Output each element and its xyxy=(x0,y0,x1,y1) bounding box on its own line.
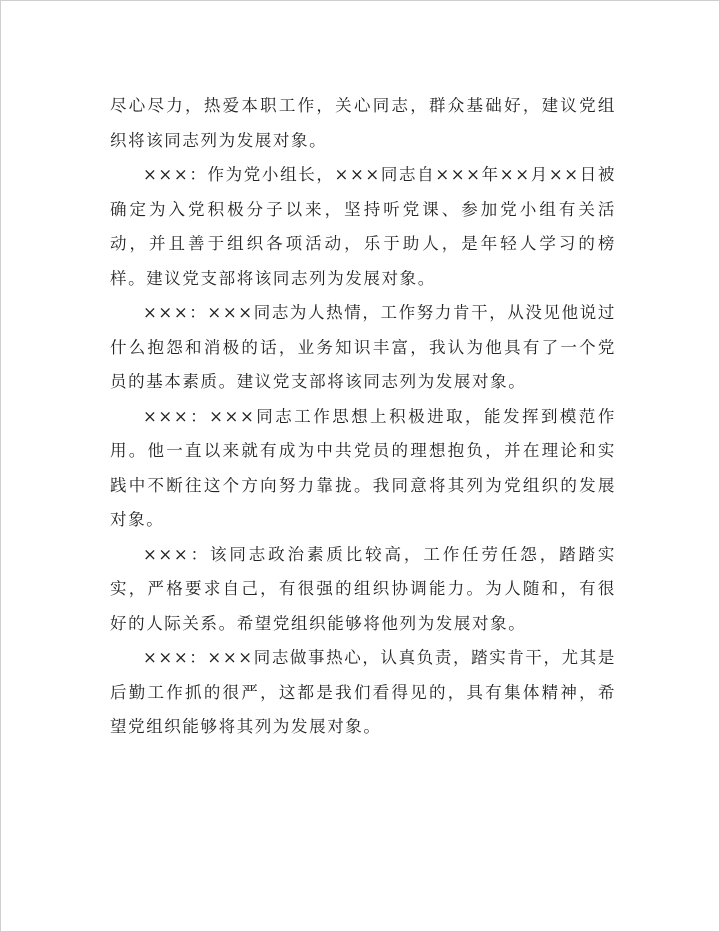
paragraph-comment-3: ×××：×××同志工作思想上积极进取，能发挥到模范作用。他一直以来就有成为中共党员的理想抱负，并在理论和实践中不断往这个方向努力靠拢。我同意将其列为党组织的发展对象。 xyxy=(110,406,616,529)
paragraph-comment-5: ×××：×××同志做事热心，认真负责，踏实肯干，尤其是后勤工作抓的很严，这都是我们看得见的，具有集体精神，希望党组织能够将其列为发展对象。 xyxy=(110,648,616,736)
paragraph-comment-2: ×××：×××同志为人热情，工作努力肯干，从没见他说过什么抱怨和消极的话，业务知识丰富，我认为他具有了一个党员的基本素质。建议党支部将该同志列为发展对象。 xyxy=(110,303,616,391)
paragraph-comment-1: ×××：作为党小组长，×××同志自×××年××月××日被确定为入党积极分子以来，坚持听党课、参加党小组有关活动，并且善于组织各项活动，乐于助人，是年轻人学习的榜样。建议党支部将该同志列为发展对象。 xyxy=(110,165,616,288)
paragraph-comment-4: ×××：该同志政治素质比较高，工作任劳任怨，踏踏实实，严格要求自己，有很强的组织协调能力。为人随和，有很好的人际关系。希望党组织能够将他列为发展对象。 xyxy=(110,544,616,633)
paragraph-continued: 尽心尽力，热爱本职工作，关心同志，群众基础好，建议党组织将该同志列为发展对象。 xyxy=(110,96,616,150)
document-body xyxy=(110,89,616,745)
